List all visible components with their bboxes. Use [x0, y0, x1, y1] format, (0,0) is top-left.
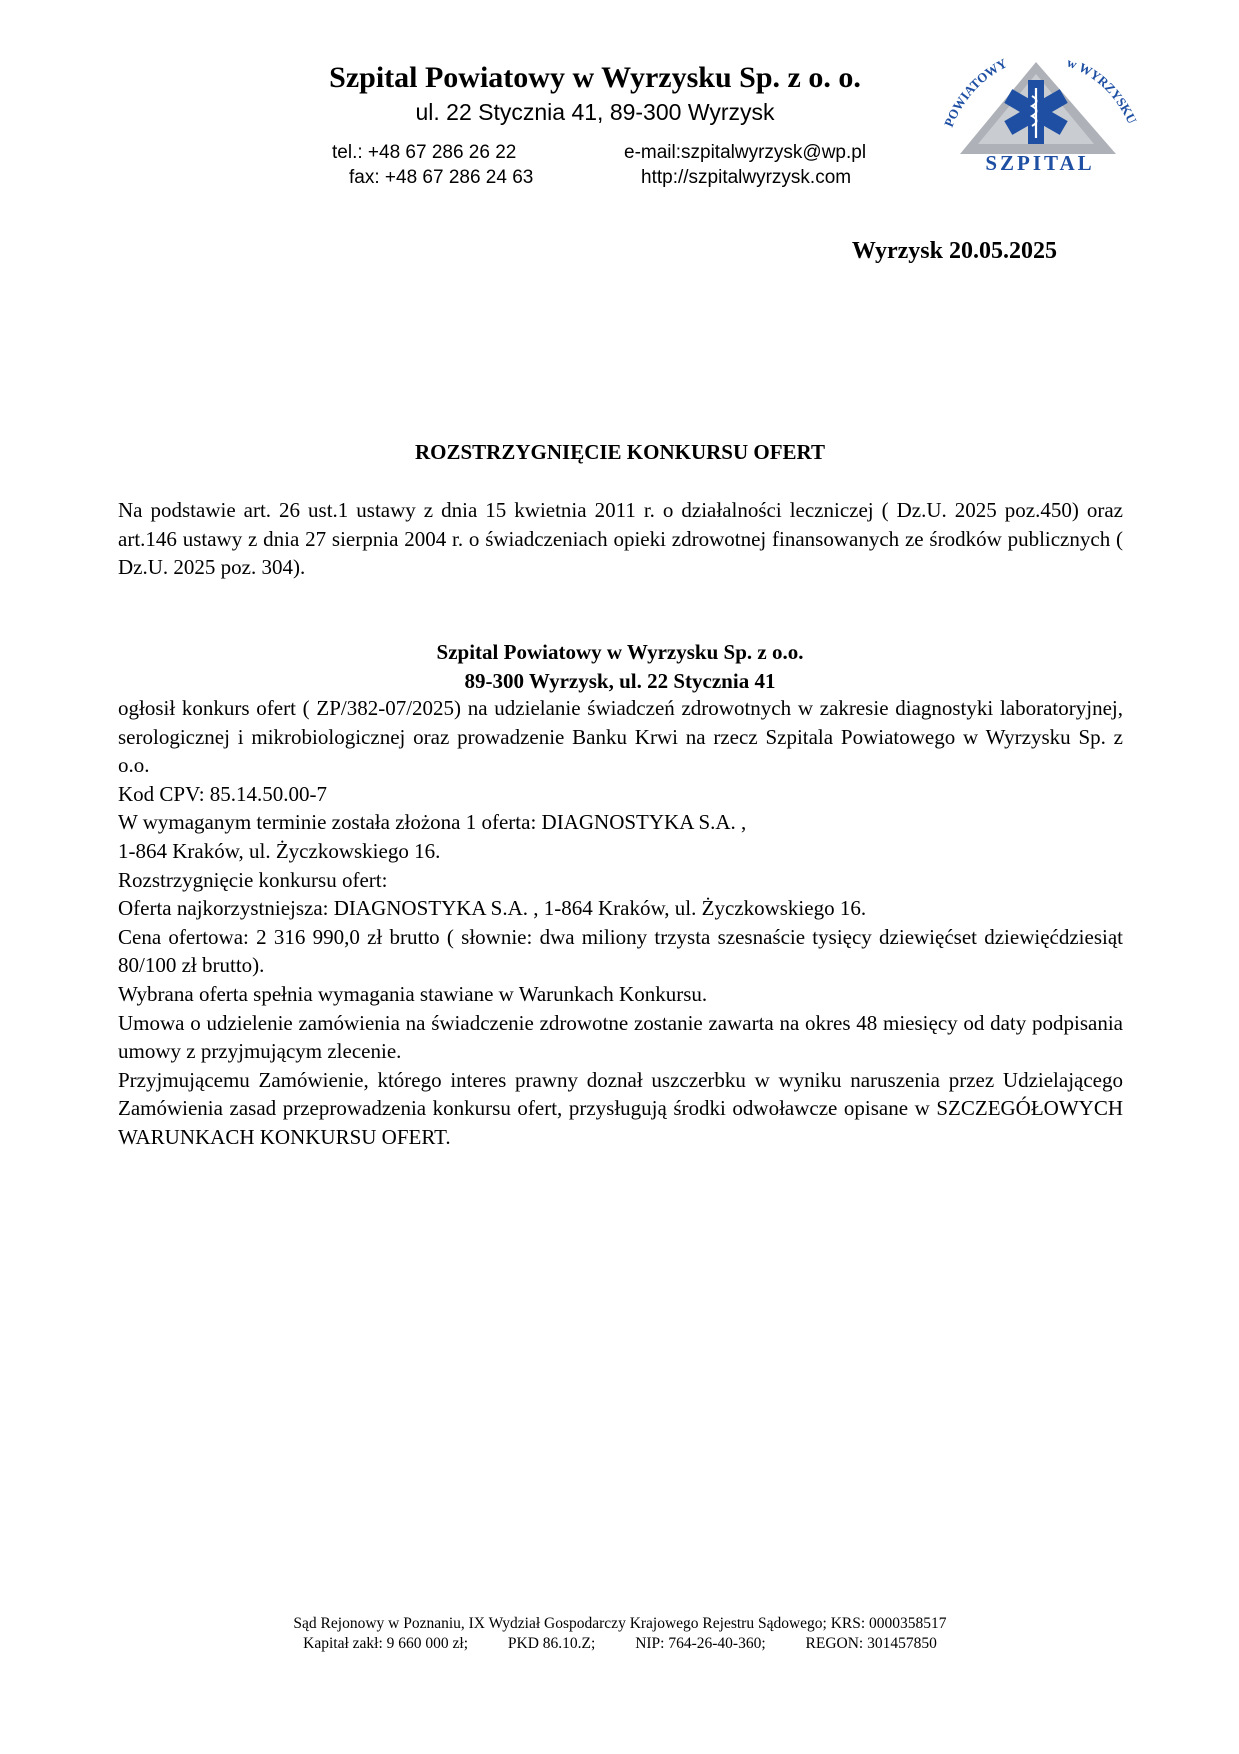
resolution-body	[118, 694, 1123, 1152]
logo-text-top-right: w WYRZYSKU	[1065, 58, 1140, 127]
page-footer	[120, 1614, 1120, 1654]
contest-description: ogłosił konkurs ofert ( ZP/382-07/2025) na udzielanie świadczeń zdrowotnych w zakresie diagnostyki laboratoryjnej, serologicznej i mikrobiologicznej oraz prowadzenie Banku Krwi na rzecz Szpitala Powiatowego w Wyrzysku Sp. z o.o.	[118, 696, 1123, 778]
email-address: e-mail:szpitalwyrzysk@wp.pl	[624, 142, 867, 163]
footer-court-info: Sąd Rejonowy w Poznaniu, IX Wydział Gospodarczy Krajowego Rejestru Sądowego; KRS: 0000358517	[293, 1615, 947, 1632]
fax-number: fax: +48 67 286 24 63	[349, 167, 534, 188]
requirements-statement: Wybrana oferta spełnia wymagania stawiane w Warunkach Konkursu.	[118, 981, 708, 1006]
announcer-name: Szpital Powiatowy w Wyrzysku Sp. z o.o.	[436, 640, 804, 664]
organization-name: Szpital Powiatowy w Wyrzysku Sp. z o. o.	[329, 61, 861, 94]
phone-number: tel.: +48 67 286 26 22	[332, 142, 517, 163]
logo-text-top-left: POWIATOWY	[940, 58, 1010, 130]
legal-basis-paragraph: Na podstawie art. 26 ust.1 ustawy z dnia 15 kwietnia 2011 r. o działalności leczniczej ( Dz.U. 2025 poz.450) oraz art.146 ustawy z dnia 27 sierpnia 2004 r. o świadczeniach opieki zdrowotnej finansowanych ze środków publicznych ( Dz.U. 2025 poz. 304).	[118, 498, 1123, 580]
offer-price: Cena ofertowa: 2 316 990,0 zł brutto ( słownie: dwa miliony trzysta szesnaście tysięcy dziewięćset dziewięćdziesiąt 80/100 zł brutto).	[118, 924, 1123, 978]
offer-address: 1-864 Kraków, ul. Życzkowskiego 16.	[118, 838, 441, 863]
footer-capital: Kapitał zakł: 9 660 000 zł;	[303, 1635, 469, 1652]
website-address: http://szpitalwyrzysk.com	[641, 167, 852, 188]
footer-company-ids	[120, 1634, 1120, 1654]
footer-regon: REGON: 301457850	[805, 1635, 937, 1652]
announcer-address: 89-300 Wyrzysk, ul. 22 Stycznia 41	[464, 669, 776, 693]
cpv-code: Kod CPV: 85.14.50.00-7	[118, 781, 328, 806]
document-date: Wyrzysk 20.05.2025	[851, 238, 1057, 264]
offers-count: W wymaganym terminie została złożona 1 oferta: DIAGNOSTYKA S.A. ,	[118, 810, 747, 835]
footer-pkd: PKD 86.10.Z;	[507, 1635, 596, 1652]
hospital-logo	[940, 58, 1156, 173]
footer-nip: NIP: 764-26-40-360;	[635, 1635, 766, 1652]
contract-term: Umowa o udzielenie zamówienia na świadczenie zdrowotne zostanie zawarta na okres 48 miesięcy od daty podpisania umowy z przyjmującym zlecenie.	[118, 1010, 1123, 1064]
appeal-info: Przyjmującemu Zamówienie, którego interes prawny doznał uszczerbku w wyniku naruszenia przez Udzielającego Zamówienia zasad przeprowadzenia konkursu ofert, przysługują środki odwoławcze opisane w SZCZEGÓŁOWYCH WARUNKACH KONKURSU OFERT.	[118, 1067, 1123, 1149]
resolution-label: Rozstrzygnięcie konkursu ofert:	[118, 867, 388, 892]
logo-text-bottom: SZPITAL	[985, 151, 1095, 173]
best-offer: Oferta najkorzystniejsza: DIAGNOSTYKA S.A. , 1-864 Kraków, ul. Życzkowskiego 16.	[118, 896, 867, 921]
organization-address: ul. 22 Stycznia 41, 89-300 Wyrzysk	[415, 99, 775, 125]
document-title: ROZSTRZYGNIĘCIE KONKURSU OFERT	[414, 440, 825, 464]
